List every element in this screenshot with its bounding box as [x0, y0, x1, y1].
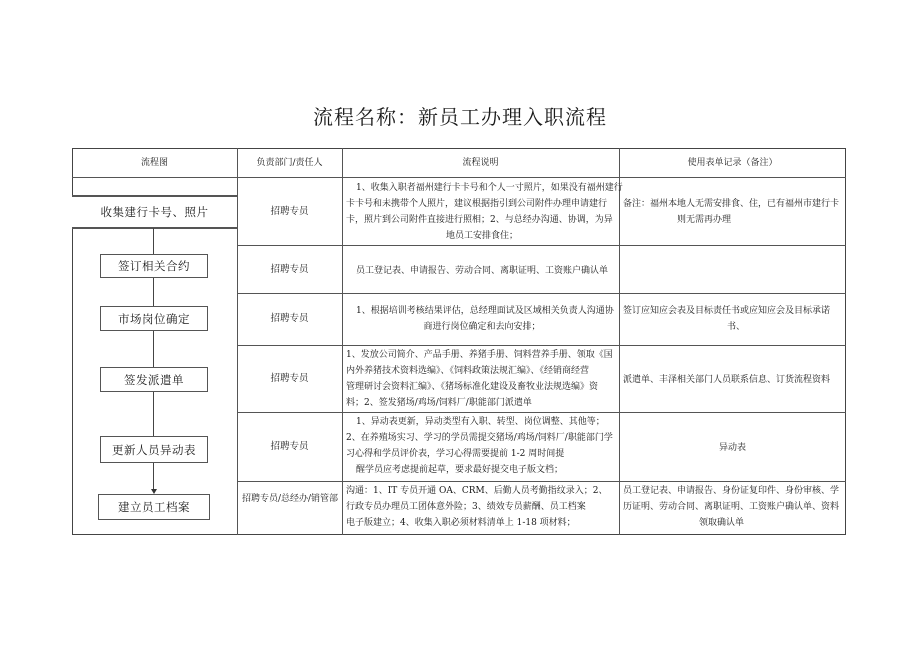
row-4-desc	[346, 347, 618, 411]
desc-line: 卡，照片到公司附件直接进行照相；2、与总经办沟通、协调，为异	[346, 215, 613, 225]
row-divider	[237, 293, 846, 294]
row-6-forms	[623, 483, 843, 531]
forms-line: 历证明、劳动合同、离职证明、工资账户确认单、资料	[623, 502, 840, 512]
row-3-dept: 招聘专员	[270, 313, 309, 324]
row-5-desc	[346, 414, 618, 478]
desc-line: 1、异动表更新，异动类型有入职、转型、岗位调整、其他等；	[356, 417, 605, 427]
flow-step-label: 签订相关合约	[118, 259, 190, 273]
header-divider	[72, 177, 846, 178]
row-2-dept: 招聘专员	[270, 264, 309, 275]
col-divider	[619, 148, 620, 535]
desc-line: 习心得和学员评价表，学习心得需要提前 1-2 周时间提	[346, 449, 565, 459]
row-1-desc	[346, 180, 623, 244]
flow-divider	[72, 228, 237, 229]
forms-line: 签订应知应会表及目标责任书或应知应会及目标承诺	[623, 306, 831, 316]
desc-line: 1、根据培训考核结果评估，总经理面试及区域相关负责人沟通协	[356, 306, 614, 316]
desc-line: 电子版建立；4、收集入职必须材料清单上 1-18 项材料；	[346, 518, 576, 528]
flow-step-collect	[72, 196, 237, 228]
row-2-desc	[346, 263, 618, 279]
flow-connector	[153, 392, 154, 436]
desc-line: 卡卡号和未携带个人照片，建议根据指引到公司附件办理申请建行	[346, 199, 608, 209]
col-divider	[342, 148, 343, 535]
flow-step-position	[100, 306, 208, 331]
row-3-desc	[346, 303, 618, 335]
flow-step-archive	[98, 494, 210, 520]
row-divider	[237, 245, 846, 246]
header-desc: 流程说明	[462, 158, 499, 168]
row-5-dept: 招聘专员	[270, 441, 309, 452]
row-5-forms	[619, 440, 846, 456]
header-flow: 流程图	[140, 158, 168, 168]
forms-line: 则无需再办理	[677, 215, 732, 225]
row-divider	[237, 345, 846, 346]
desc-line: 1、收集入职者福州建行卡卡号和个人一寸照片，如果没有福州建行	[356, 183, 623, 193]
desc-line: 地员工安排食住；	[445, 231, 518, 241]
desc-line: 内外养猪技术资料选编》、《饲料政策法规汇编》、《经销商经营	[346, 366, 590, 376]
flow-step-label: 更新人员异动表	[112, 442, 196, 457]
flow-step-label: 收集建行卡号、照片	[100, 205, 209, 219]
header-dept: 负责部门/责任人	[256, 158, 323, 168]
forms-line: 异动表	[718, 443, 746, 453]
desc-line: 员工登记表、申请报告、劳动合同、离职证明、工资账户确认单	[356, 266, 609, 276]
document-title: 流程名称：新员工办理入职流程	[313, 105, 607, 129]
row-divider	[237, 481, 846, 482]
flow-connector	[153, 331, 154, 367]
flow-step-update	[100, 436, 208, 463]
row-divider	[237, 412, 846, 413]
row-1-dept: 招聘专员	[270, 206, 309, 217]
flow-connector	[153, 278, 154, 306]
desc-line: 料；2、签发猪场/鸡场/饲料厂/职能部门派遣单	[346, 398, 532, 408]
flow-step-dispatch	[100, 367, 208, 392]
desc-line: 行政专员办理员工团体意外险；3、绩效专员薪酬、员工档案	[346, 502, 586, 512]
row-1-forms	[623, 196, 843, 228]
flow-step-label: 签发派遣单	[124, 372, 184, 387]
flow-step-label: 建立员工档案	[118, 500, 190, 514]
desc-line: 管理研讨会资料汇编》、《猪场标准化建设及畜牧业法规选编》资	[346, 382, 599, 392]
row-3-forms	[623, 303, 843, 335]
row-4-forms	[623, 372, 843, 388]
row-6-desc	[346, 483, 618, 531]
forms-line: 备注：福州本地人无需安排食、住，已有福州市建行卡	[623, 199, 840, 209]
flow-connector	[153, 463, 154, 491]
desc-line: 商进行岗位确定和去向安排；	[423, 322, 541, 332]
desc-line: 2、在养殖场实习、学习的学员需提交猪场/鸡场/饲料厂/职能部门学	[346, 433, 613, 443]
desc-line: 沟通：1、IT 专员开通 OA、CRM、后勤人员考勤指纹录入；2、	[346, 486, 608, 496]
header-forms: 使用表单记录（备注）	[687, 158, 778, 168]
forms-line: 派遣单、丰泽相关部门人员联系信息、订货流程资料	[623, 375, 831, 385]
desc-line: 醒学员应考虑提前起草，要求最好提交电子版文档；	[356, 465, 564, 475]
flow-step-label: 市场岗位确定	[118, 311, 190, 326]
forms-line: 领取确认单	[699, 518, 745, 528]
flow-step-contract	[100, 254, 208, 278]
flow-connector	[153, 228, 154, 254]
forms-line: 员工登记表、申请报告、身份证复印件、身份审核、学	[623, 486, 840, 496]
forms-line: 书、	[727, 322, 746, 332]
row-6-dept: 招聘专员/总经办/销管部	[241, 494, 339, 504]
desc-line: 1、发放公司简介、产品手册、养猪手册、饲料营养手册、领取《国	[346, 350, 613, 360]
row-4-dept: 招聘专员	[270, 373, 309, 384]
